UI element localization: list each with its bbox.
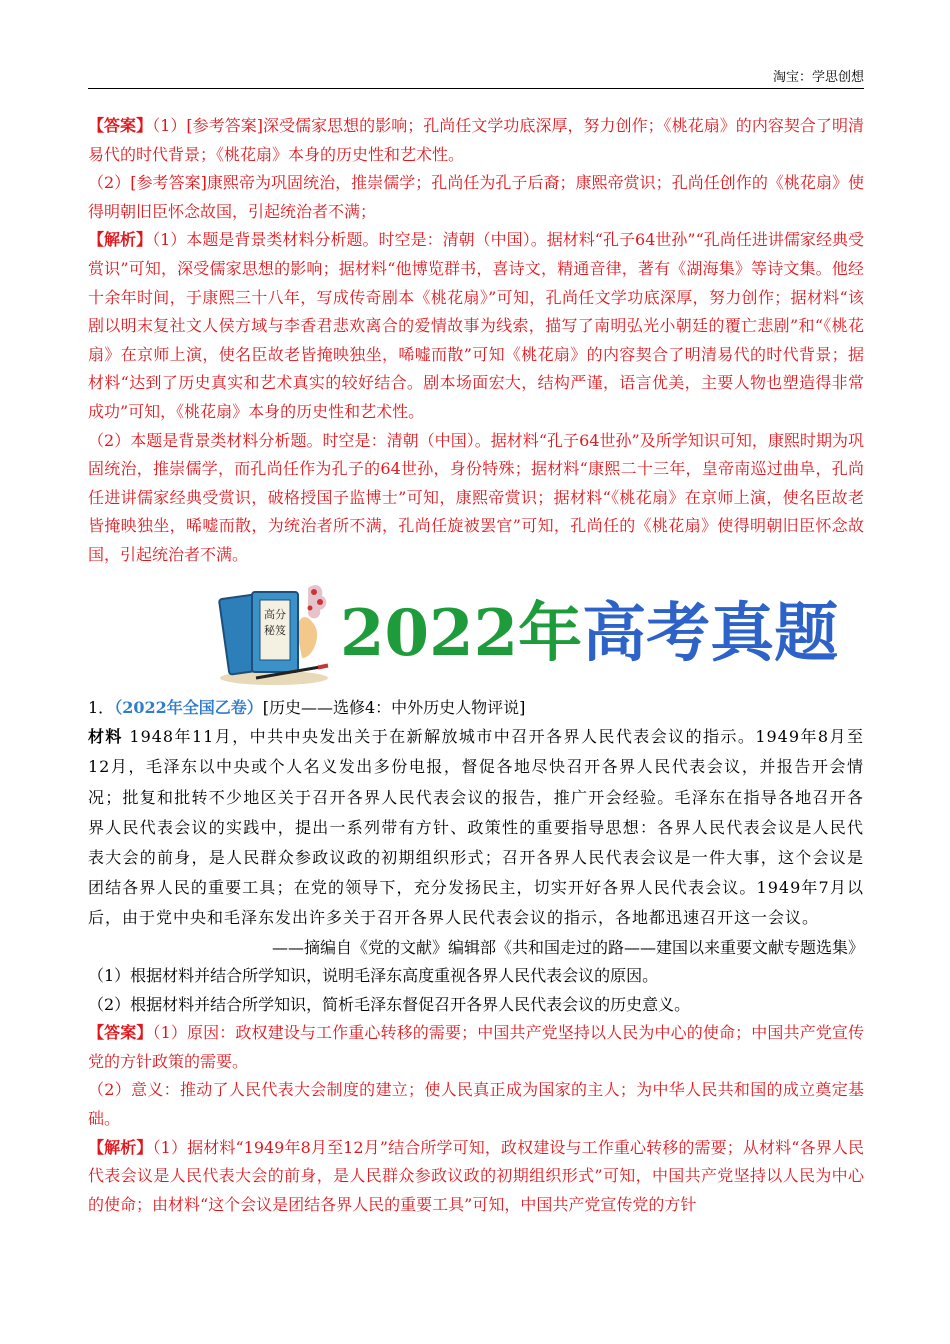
banner-year: 2022年 bbox=[340, 595, 583, 671]
answer-tag: 【答案】 bbox=[88, 116, 153, 135]
material-text: 1948年11月，中共中央发出关于在新解放城市中召开各界人民代表会议的指示。1949年8月至12月，毛泽东以中央或个人名义发出多份电报，督促各地尽快召开各界人民代表会议，并报告开会情况；批复和批转不少地区关于召开各界人民代表会议的报告，推广开会经验。毛泽东在指导各地召开各界人民代表会议的实践中，提出一系列带有方针、政策性的重要指导思想：各界人民代表会议是人民代表大会的前身，是人民群众参政议政的初期组织形式；召开各界人民代表会议是一件大事，这个会议是团结各界人民的重要工具；在党的领导下，充分发扬民主，切实开好各界人民代表会议。1949年7月以后，由于党中央和毛泽东发出许多关于召开各界人民代表会议的指示，各地都迅速召开这一会议。 bbox=[88, 727, 864, 928]
answer-1 bbox=[88, 1019, 864, 1076]
icon-text-2: 秘笈 bbox=[264, 623, 286, 637]
material-label: 材料 bbox=[88, 727, 123, 747]
answer-tag-2: 【答案】 bbox=[88, 1023, 153, 1043]
answer-text-1: （1）[参考答案]深受儒家思想的影响；孔尚任文学功底深厚，努力创作；《桃花扇》的内容契合了明清易代的时代背景；《桃花扇》本身的历史性和艺术性。 bbox=[88, 116, 864, 164]
prev-answer-1 bbox=[88, 112, 864, 169]
prev-analysis-2: （2）本题是背景类材料分析题。时空是：清朝（中国）。据材料“孔子64世孙”及所学知识可知，康熙时期为巩固统治，推崇儒学，而孔尚任作为孔子的64世孙，身份特殊；据材料“康熙二十三年，皇帝南巡过曲阜，孔尚任进讲儒家经典受赏识，破格授国子监博士”可知，康熙帝赏识；据材料“《桃花扇》在京师上演，使名臣故老皆掩映独坐，唏嘘而散，为统治者所不满，孔尚任旋被罢官”可知，孔尚任的《桃花扇》使得明朝旧臣怀念故国，引起统治者不满。 bbox=[88, 430, 864, 564]
icon-text-1: 高分 bbox=[264, 607, 286, 621]
books-icon bbox=[216, 578, 336, 686]
exam-banner bbox=[88, 578, 864, 690]
analysis-tag: 【解析】 bbox=[88, 230, 153, 250]
analysis-1 bbox=[88, 1134, 864, 1220]
prev-answer-2: （2）[参考答案]康熙帝为巩固统治，推崇儒学；孔尚任为孔子后裔；康熙帝赏识；孔尚任创作的《桃花扇》使得明朝旧臣怀念故国，引起统治者不满； bbox=[88, 173, 864, 221]
question-number: 1． bbox=[88, 697, 115, 717]
prev-analysis-1 bbox=[88, 226, 864, 426]
header-text: 淘宝：学思创想 bbox=[772, 70, 864, 85]
question-source: （2022年全国乙卷） bbox=[114, 697, 263, 717]
question-2: （2）根据材料并结合所学知识，简析毛泽东督促召开各界人民代表会议的历史意义。 bbox=[88, 994, 691, 1014]
material-source: ——摘编自《党的文献》编辑部《共和国走过的路——建国以来重要文献专题选集》 bbox=[271, 937, 864, 957]
analysis-tag-2: 【解析】 bbox=[88, 1137, 153, 1157]
question-subject: [历史——选修4：中外历史人物评说] bbox=[262, 697, 526, 717]
content bbox=[88, 112, 864, 1219]
analysis-1-text: （1）据材料“1949年8月至12月”结合所学可知，政权建设与工作重心转移的需要；从材料“各界人民代表会议是人民代表大会的前身，是人民群众参政议政的初期组织形式”可知，中国共产党坚持以人民为中心的使命；由材料“这个会议是团结各界人民的重要工具”可知，中国共产党宣传党的方针 bbox=[88, 1137, 864, 1214]
analysis-text-1: （1）本题是背景类材料分析题。时空是：清朝（中国）。据材料“孔子64世孙”“孔尚任进讲儒家经典受赏识”可知，深受儒家思想的影响；据材料“他博览群书，喜诗文，精通音律，著有《湖海集》等诗文集。他经十余年时间，于康熙三十八年，写成传奇剧本《桃花扇》”可知，孔尚任文学功底深厚，努力创作；据材料“该剧以明末复社文人侯方域与李香君悲欢离合的爱情故事为线索，描写了南明弘光小朝廷的覆亡悲剧”和“《桃花扇》在京师上演，使名臣故老皆掩映独坐，唏嘘而散”可知《桃花扇》的内容契合了明清易代的时代背景；据材料“达到了历史真实和艺术真实的较好结合。剧本场面宏大，结构严谨，语言优美，主要人物也塑造得非常成功”可知，《桃花扇》本身的历史性和艺术性。 bbox=[88, 230, 864, 421]
page-header bbox=[88, 60, 864, 89]
answer-1-text: （1）原因：政权建设与工作重心转移的需要；中国共产党坚持以人民为中心的使命；中国共产党宣传党的方针政策的需要。 bbox=[88, 1023, 864, 1071]
answer-2: （2）意义：推动了人民代表大会制度的建立；使人民真正成为国家的主人；为中华人民共和国的成立奠定基础。 bbox=[88, 1080, 864, 1129]
question-header bbox=[88, 694, 864, 723]
question-1: （1）根据材料并结合所学知识，说明毛泽东高度重视各界人民代表会议的原因。 bbox=[88, 966, 659, 986]
material-paragraph bbox=[88, 722, 864, 933]
banner-title bbox=[340, 584, 838, 684]
banner-rest: 高考真题 bbox=[582, 595, 839, 671]
